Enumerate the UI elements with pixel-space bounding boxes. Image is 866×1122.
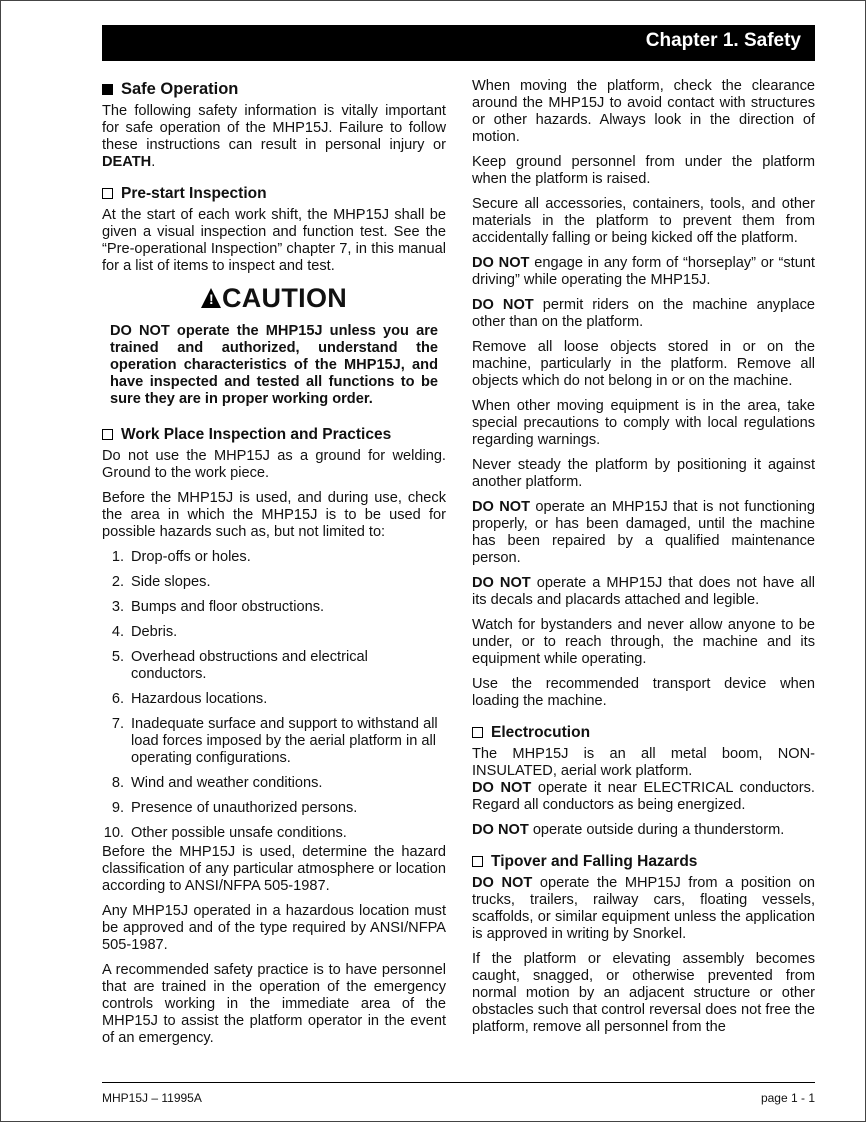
right-p4: DO NOT engage in any form of “horseplay” or “stunt driving” while operating the MHP15J. <box>472 255 815 288</box>
list-item: 5. Overhead obstructions and electrical conductors. <box>111 649 368 682</box>
right-p6: Remove all loose objects stored in or on the machine, particularly in the platform. Remove all objects which do not belong in or on the machine. <box>472 339 815 389</box>
caution-heading: !CAUTION <box>102 283 446 313</box>
list-item: 7. Inadequate surface and support to withstand all load forces imposed by the aerial platform in all operating configurations. <box>111 716 438 766</box>
right-p12: Use the recommended transport device when loading the machine. <box>472 676 815 709</box>
section-heading-workplace: Work Place Inspection and Practices <box>102 426 446 443</box>
right-p2: Keep ground personnel from under the platform when the platform is raised. <box>472 154 815 187</box>
right-p5: DO NOT permit riders on the machine anyplace other than on the platform. <box>472 297 815 330</box>
workplace-p2: Before the MHP15J is used, and during use, check the area in which the MHP15J is to be used for possible hazards such as, but not limited to: <box>102 490 446 540</box>
footer-page-number: page 1 - 1 <box>760 1091 815 1105</box>
list-item: 1. Drop-offs or holes. <box>111 549 251 565</box>
warning-triangle-icon <box>201 288 221 308</box>
list-item: 6. Hazardous locations. <box>111 691 268 707</box>
right-p11: Watch for bystanders and never allow anyone to be under, or to reach through, the machine and its equipment while operating. <box>472 617 815 667</box>
filled-square-bullet-icon <box>102 84 113 95</box>
hazards-list <box>102 549 446 842</box>
right-p8: Never steady the platform by positioning it against another platform. <box>472 457 815 490</box>
open-square-bullet-icon <box>102 188 113 199</box>
footer-document-id: MHP15J – 11995A <box>102 1091 202 1105</box>
open-square-bullet-icon <box>472 727 483 738</box>
electrocution-p2: DO NOT operate outside during a thunderstorm. <box>472 822 785 838</box>
list-item: 10. Other possible unsafe conditions. <box>103 825 347 841</box>
open-square-bullet-icon <box>472 856 483 867</box>
workplace-p1: Do not use the MHP15J as a ground for welding. Ground to the work piece. <box>102 448 446 481</box>
chapter-header-bar <box>102 25 815 61</box>
caution-text: DO NOT operate the MHP15J unless you are trained and authorized, understand the operation characteristics of the MHP15J, and have inspected and tested all functions to be sure they are in proper working order. <box>110 323 438 407</box>
section-heading-tipover: Tipover and Falling Hazards <box>472 853 815 870</box>
right-p3: Secure all accessories, containers, tools, and other materials in the platform to prevent them from accidentally falling or being kicked off the platform. <box>472 196 815 246</box>
section-heading-safe-operation: Safe Operation <box>102 81 446 98</box>
safe-operation-text: The following safety information is vitally important for safe operation of the MHP15J. Failure to follow these instructions can result in personal injury or DEATH. <box>102 103 446 170</box>
open-square-bullet-icon <box>102 429 113 440</box>
workplace-p4: Any MHP15J operated in a hazardous location must be approved and of the type required by ANSI/NFPA 505-1987. <box>102 903 446 953</box>
right-column <box>472 78 815 1044</box>
footer-rule <box>102 1082 815 1083</box>
list-item: 2. Side slopes. <box>111 574 211 590</box>
list-item: 3. Bumps and floor obstructions. <box>111 599 325 615</box>
workplace-p5: A recommended safety practice is to have personnel that are trained in the operation of the emergency controls working in the immediate area of the MHP15J to assist the platform operator in the event of an emergency. <box>102 962 446 1046</box>
list-item: 9. Presence of unauthorized persons. <box>111 800 358 816</box>
tipover-p1: DO NOT operate the MHP15J from a position on trucks, trailers, railway cars, floating vessels, scaffolds, or similar equipment unless the application is approved in writing by Snorkel. <box>472 875 815 942</box>
tipover-p2: If the platform or elevating assembly becomes caught, snagged, or otherwise prevented from normal motion by an adjacent structure or other obstacles such that control reversal does not free the platform, remove all personnel from the <box>472 951 815 1035</box>
list-item: 4. Debris. <box>111 624 178 640</box>
right-p1: When moving the platform, check the clearance around the MHP15J to avoid contact with structures or other hazards. Always look in the direction of motion. <box>472 78 815 145</box>
chapter-title: Chapter 1. Safety <box>645 30 801 51</box>
workplace-p3: Before the MHP15J is used, determine the hazard classification of any particular atmosphere or location according to ANSI/NFPA 505-1987. <box>102 844 446 894</box>
right-p10: DO NOT operate a MHP15J that does not have all its decals and placards attached and legible. <box>472 575 815 608</box>
right-p9: DO NOT operate an MHP15J that is not functioning properly, or has been damaged, until the machine has been repaired by a qualified maintenance person. <box>472 499 815 566</box>
section-heading-electrocution: Electrocution <box>472 724 815 741</box>
section-heading-prestart: Pre-start Inspection <box>102 185 446 202</box>
list-item: 8. Wind and weather conditions. <box>111 775 323 791</box>
prestart-text: At the start of each work shift, the MHP15J shall be given a visual inspection and function test. See the “Pre-operational Inspection” chapter 7, in this manual for a list of items to inspect and test. <box>102 207 446 274</box>
right-p7: When other moving equipment is in the area, take special precautions to comply with local regulations regarding warnings. <box>472 398 815 448</box>
electrocution-p1: The MHP15J is an all metal boom, NON-INSULATED, aerial work platform. DO NOT operate it near ELECTRICAL conductors. Regard all conductors as being energized. <box>472 746 815 813</box>
left-column <box>102 78 446 1055</box>
